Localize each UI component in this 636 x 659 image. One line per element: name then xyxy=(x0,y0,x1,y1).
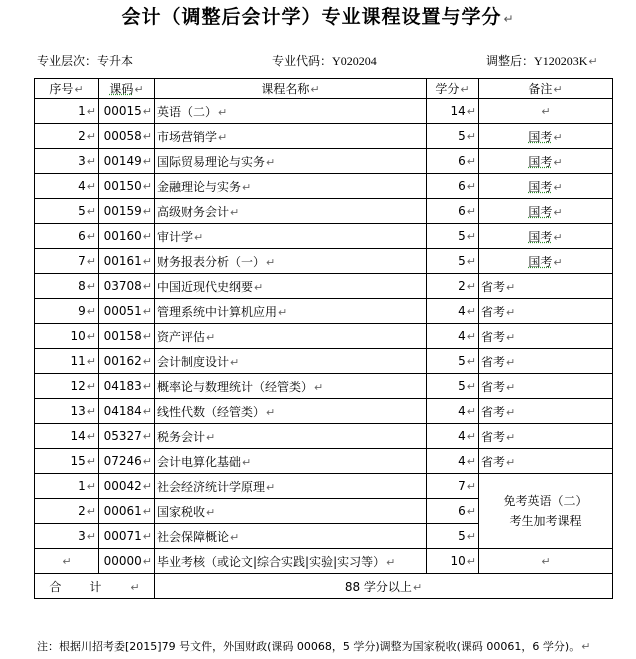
course-name-cell-text: 毕业考核（或论文|综合实践|实验|实习等） xyxy=(157,554,386,569)
code-cell: 00058↵ xyxy=(99,124,155,149)
credits-cell: 6↵ xyxy=(427,174,479,199)
total-row xyxy=(35,574,613,599)
code-cell-text: 04183 xyxy=(103,379,142,393)
credits-cell-text: 4 xyxy=(458,304,466,318)
remarks-cell: 国考↵ xyxy=(479,149,613,174)
code-cell: 00159↵ xyxy=(99,199,155,224)
table-row xyxy=(35,249,613,274)
course-name-cell-text: 会计制度设计 xyxy=(157,354,230,369)
seq-cell: 1↵ xyxy=(35,474,99,499)
seq-cell: 8↵ xyxy=(35,274,99,299)
code-cell: 00158↵ xyxy=(99,324,155,349)
seq-cell: 3↵ xyxy=(35,524,99,549)
course-name-cell-text: 国家税收 xyxy=(157,504,206,519)
seq-cell: 11↵ xyxy=(35,349,99,374)
total-value-cell-text: 88 学分以上 xyxy=(344,579,412,594)
seq-cell: 14↵ xyxy=(35,424,99,449)
code-cell: 00042↵ xyxy=(99,474,155,499)
code-cell-text: 00000 xyxy=(103,554,142,568)
credits-cell: 6↵ xyxy=(427,499,479,524)
header-code: 课码↵ xyxy=(99,79,155,99)
remarks-cell-text: 省考 xyxy=(481,379,506,394)
remarks-cell: 省考↵ xyxy=(479,299,613,324)
table-row xyxy=(35,399,613,424)
course-name-cell-text: 财务报表分析（一） xyxy=(157,254,266,269)
code-cell: 00071↵ xyxy=(99,524,155,549)
course-name-cell-text: 资产评估 xyxy=(157,329,206,344)
table-header-row xyxy=(35,79,613,99)
seq-cell: 2↵ xyxy=(35,124,99,149)
credits-cell: 4↵ xyxy=(427,324,479,349)
seq-cell-text: 6 xyxy=(78,229,86,243)
code-cell-text: 00149 xyxy=(103,154,142,168)
code-cell-text: 00058 xyxy=(103,129,142,143)
table-row xyxy=(35,474,613,499)
seq-cell: 10↵ xyxy=(35,324,99,349)
seq-cell-text: 7 xyxy=(78,254,86,268)
credits-cell-text: 5 xyxy=(458,529,466,543)
code-cell: 00149↵ xyxy=(99,149,155,174)
code-cell-text: 00015 xyxy=(103,104,142,118)
course-name-cell-text: 国际贸易理论与实务 xyxy=(157,154,266,169)
code-cell: 00150↵ xyxy=(99,174,155,199)
credits-cell-text: 5 xyxy=(458,254,466,268)
credits-cell: 2↵ xyxy=(427,274,479,299)
seq-cell: ↵ xyxy=(35,549,99,574)
remarks-cell-text: 国考 xyxy=(528,254,553,269)
seq-cell-text: 3 xyxy=(78,154,86,168)
credits-cell-text: 4 xyxy=(458,429,466,443)
paragraph-mark-icon: ↵ xyxy=(503,12,515,26)
credits-cell-text: 5 xyxy=(458,129,466,143)
seq-cell: 3↵ xyxy=(35,149,99,174)
extra-remarks-line2: 考生加考课程 xyxy=(509,514,582,528)
course-name-cell-text: 审计学 xyxy=(157,229,194,244)
table-row xyxy=(35,299,613,324)
credits-cell-text: 10 xyxy=(450,554,466,568)
credits-cell: 5↵ xyxy=(427,124,479,149)
course-name-cell: 线性代数（经管类）↵ xyxy=(155,399,427,424)
remarks-cell: 省考↵ xyxy=(479,374,613,399)
seq-cell-text: 9 xyxy=(78,304,86,318)
remarks-cell-text: 省考 xyxy=(481,404,506,419)
remarks-cell-text: 省考 xyxy=(481,454,506,469)
remarks-cell-text: 省考 xyxy=(481,279,506,294)
table-row xyxy=(35,174,613,199)
credits-cell: 14↵ xyxy=(427,99,479,124)
code-cell: 05327↵ xyxy=(99,424,155,449)
total-value-cell: 88 学分以上↵ xyxy=(155,574,613,599)
credits-cell: 6↵ xyxy=(427,199,479,224)
credits-cell-text: 5 xyxy=(458,354,466,368)
code-cell-text: 00051 xyxy=(103,304,142,318)
table-row xyxy=(35,149,613,174)
seq-cell: 2↵ xyxy=(35,499,99,524)
course-name-cell-text: 概率论与数理统计（经管类） xyxy=(157,379,314,394)
table-row xyxy=(35,274,613,299)
code-cell: 07246↵ xyxy=(99,449,155,474)
remarks-cell-text: 国考 xyxy=(528,154,553,169)
remarks-cell-text: 国考 xyxy=(528,204,553,219)
remarks-cell: 国考↵ xyxy=(479,224,613,249)
code-cell-text: 00042 xyxy=(103,479,142,493)
credits-cell-text: 14 xyxy=(450,104,466,118)
credits-cell: 4↵ xyxy=(427,299,479,324)
course-name-cell-text: 金融理论与实务 xyxy=(157,179,242,194)
code-cell-text: 00161 xyxy=(103,254,142,268)
code-cell-text: 04184 xyxy=(103,404,142,418)
credits-cell-text: 7 xyxy=(458,479,466,493)
course-name-cell: 社会经济统计学原理↵ xyxy=(155,474,427,499)
seq-cell-text: 2 xyxy=(78,504,86,518)
course-name-cell: 市场营销学↵ xyxy=(155,124,427,149)
credits-cell: 10↵ xyxy=(427,549,479,574)
code-cell-text: 00159 xyxy=(103,204,142,218)
code-cell-text: 00150 xyxy=(103,179,142,193)
seq-cell: 9↵ xyxy=(35,299,99,324)
table-row xyxy=(35,199,613,224)
course-name-cell: 财务报表分析（一）↵ xyxy=(155,249,427,274)
course-name-cell-text: 市场营销学 xyxy=(157,129,218,144)
table-row xyxy=(35,449,613,474)
header-seq: 序号↵ xyxy=(35,79,99,99)
table-row xyxy=(35,349,613,374)
code-cell-text: 00158 xyxy=(103,329,142,343)
remarks-cell-text: 国考 xyxy=(528,129,553,144)
code-cell: 04183↵ xyxy=(99,374,155,399)
seq-cell-text: 5 xyxy=(78,204,86,218)
seq-cell-text: 4 xyxy=(78,179,86,193)
code-cell-text: 07246 xyxy=(103,454,142,468)
remarks-cell: ↵ xyxy=(479,99,613,124)
seq-cell-text: 10 xyxy=(70,329,86,343)
table-row xyxy=(35,424,613,449)
extra-remarks-cell xyxy=(479,474,613,549)
credits-cell: 5↵ xyxy=(427,374,479,399)
code-cell-text: 05327 xyxy=(103,429,142,443)
table-row xyxy=(35,549,613,574)
seq-cell-text: 11 xyxy=(70,354,86,368)
course-name-cell: 高级财务会计↵ xyxy=(155,199,427,224)
remarks-cell-text: 省考 xyxy=(481,304,506,319)
seq-cell: 13↵ xyxy=(35,399,99,424)
credits-cell: 4↵ xyxy=(427,449,479,474)
remarks-cell: 省考↵ xyxy=(479,349,613,374)
page-title: 会计（调整后会计学）专业课程设置与学分 ↵ xyxy=(121,6,515,28)
table-row xyxy=(35,374,613,399)
code-cell: 00162↵ xyxy=(99,349,155,374)
remarks-cell: 国考↵ xyxy=(479,199,613,224)
seq-cell-text: 1 xyxy=(78,479,86,493)
remarks-cell-text: 国考 xyxy=(528,229,553,244)
code-cell-text: 03708 xyxy=(103,279,142,293)
seq-cell: 1↵ xyxy=(35,99,99,124)
course-name-cell-text: 线性代数（经管类） xyxy=(157,404,266,419)
course-name-cell: 英语（二）↵ xyxy=(155,99,427,124)
seq-cell-text: 15 xyxy=(70,454,86,468)
code-cell-text: 00061 xyxy=(103,504,142,518)
course-name-cell: 国际贸易理论与实务↵ xyxy=(155,149,427,174)
credits-cell: 5↵ xyxy=(427,524,479,549)
credits-cell-text: 5 xyxy=(458,229,466,243)
remarks-cell: 省考↵ xyxy=(479,449,613,474)
remarks-cell-text: 国考 xyxy=(528,179,553,194)
credits-cell: 5↵ xyxy=(427,249,479,274)
remarks-cell: 国考↵ xyxy=(479,124,613,149)
course-name-cell-text: 会计电算化基础 xyxy=(157,454,242,469)
header-remarks: 备注↵ xyxy=(479,79,613,99)
seq-cell: 7↵ xyxy=(35,249,99,274)
header-credits: 学分↵ xyxy=(427,79,479,99)
code-cell-text: 00160 xyxy=(103,229,142,243)
credits-cell: 4↵ xyxy=(427,424,479,449)
remarks-cell-text: 省考 xyxy=(481,354,506,369)
footnote: 注：根据川招考委[2015]79 号文件，外国财政(课码 00068，5 学分)调整为国家税收(课码 00061，6 学分)。↵ xyxy=(37,640,591,653)
code-cell: 00015↵ xyxy=(99,99,155,124)
table-row xyxy=(35,224,613,249)
course-name-cell: 资产评估↵ xyxy=(155,324,427,349)
seq-cell-text: 12 xyxy=(70,379,86,393)
code-cell-text: 00071 xyxy=(103,529,142,543)
credits-cell-text: 6 xyxy=(458,154,466,168)
code-cell: 00161↵ xyxy=(99,249,155,274)
seq-cell: 12↵ xyxy=(35,374,99,399)
course-table xyxy=(34,78,613,599)
extra-remarks-line1: 免考英语（二） xyxy=(503,494,588,508)
code-cell: 00051↵ xyxy=(99,299,155,324)
course-name-cell: 国家税收↵ xyxy=(155,499,427,524)
credits-cell: 5↵ xyxy=(427,349,479,374)
course-name-cell-text: 管理系统中计算机应用 xyxy=(157,304,278,319)
course-name-cell-text: 社会经济统计学原理 xyxy=(157,479,266,494)
remarks-cell: 国考↵ xyxy=(479,174,613,199)
course-name-cell: 税务会计↵ xyxy=(155,424,427,449)
credits-cell-text: 2 xyxy=(458,279,466,293)
course-name-cell: 会计制度设计↵ xyxy=(155,349,427,374)
seq-cell: 5↵ xyxy=(35,199,99,224)
course-name-cell-text: 税务会计 xyxy=(157,429,206,444)
seq-cell: 15↵ xyxy=(35,449,99,474)
credits-cell: 7↵ xyxy=(427,474,479,499)
credits-cell-text: 6 xyxy=(458,504,466,518)
course-name-cell: 审计学↵ xyxy=(155,224,427,249)
code-cell: 03708↵ xyxy=(99,274,155,299)
course-name-cell: 概率论与数理统计（经管类）↵ xyxy=(155,374,427,399)
level-info: 专业层次：专升本 xyxy=(37,54,134,68)
course-name-cell-text: 英语（二） xyxy=(157,104,218,119)
remarks-cell: 省考↵ xyxy=(479,424,613,449)
seq-cell-text: 2 xyxy=(78,129,86,143)
remarks-cell: 省考↵ xyxy=(479,399,613,424)
total-label-cell-text: 合计 xyxy=(49,579,130,594)
header-name: 课程名称↵ xyxy=(155,79,427,99)
seq-cell-text: 13 xyxy=(70,404,86,418)
course-name-cell: 会计电算化基础↵ xyxy=(155,449,427,474)
credits-cell-text: 4 xyxy=(458,329,466,343)
seq-cell-text: 14 xyxy=(70,429,86,443)
table-body xyxy=(35,99,613,599)
seq-cell-text: 1 xyxy=(78,104,86,118)
credits-cell: 6↵ xyxy=(427,149,479,174)
seq-cell-text: 3 xyxy=(78,529,86,543)
total-label-cell: 合计↵ xyxy=(35,574,155,599)
course-name-cell: 金融理论与实务↵ xyxy=(155,174,427,199)
credits-cell-text: 5 xyxy=(458,379,466,393)
credits-cell-text: 4 xyxy=(458,454,466,468)
table-row xyxy=(35,124,613,149)
table-row xyxy=(35,324,613,349)
remarks-cell: 省考↵ xyxy=(479,274,613,299)
remarks-cell-text: 省考 xyxy=(481,329,506,344)
course-name-cell: 社会保障概论↵ xyxy=(155,524,427,549)
credits-cell: 5↵ xyxy=(427,224,479,249)
code-info: 专业代码：Y020204 xyxy=(272,54,377,68)
code-cell-text: 00162 xyxy=(103,354,142,368)
course-name-cell: 中国近现代史纲要↵ xyxy=(155,274,427,299)
course-name-cell-text: 社会保障概论 xyxy=(157,529,230,544)
credits-cell-text: 6 xyxy=(458,179,466,193)
course-name-cell: 管理系统中计算机应用↵ xyxy=(155,299,427,324)
course-name-cell: 毕业考核（或论文|综合实践|实验|实习等）↵ xyxy=(155,549,427,574)
code-cell: 00160↵ xyxy=(99,224,155,249)
remarks-cell: 国考↵ xyxy=(479,249,613,274)
credits-cell-text: 4 xyxy=(458,404,466,418)
remarks-cell: 省考↵ xyxy=(479,324,613,349)
credits-cell: 4↵ xyxy=(427,399,479,424)
seq-cell: 4↵ xyxy=(35,174,99,199)
code-cell: 04184↵ xyxy=(99,399,155,424)
adjusted-code-info: 调整后：Y120203K↵ xyxy=(486,54,598,68)
remarks-cell: ↵ xyxy=(479,549,613,574)
course-name-cell-text: 高级财务会计 xyxy=(157,204,230,219)
code-cell: 00000↵ xyxy=(99,549,155,574)
credits-cell-text: 6 xyxy=(458,204,466,218)
code-cell: 00061↵ xyxy=(99,499,155,524)
seq-cell: 6↵ xyxy=(35,224,99,249)
table-row xyxy=(35,99,613,124)
seq-cell-text: 8 xyxy=(78,279,86,293)
course-name-cell-text: 中国近现代史纲要 xyxy=(157,279,254,294)
remarks-cell-text: 省考 xyxy=(481,429,506,444)
